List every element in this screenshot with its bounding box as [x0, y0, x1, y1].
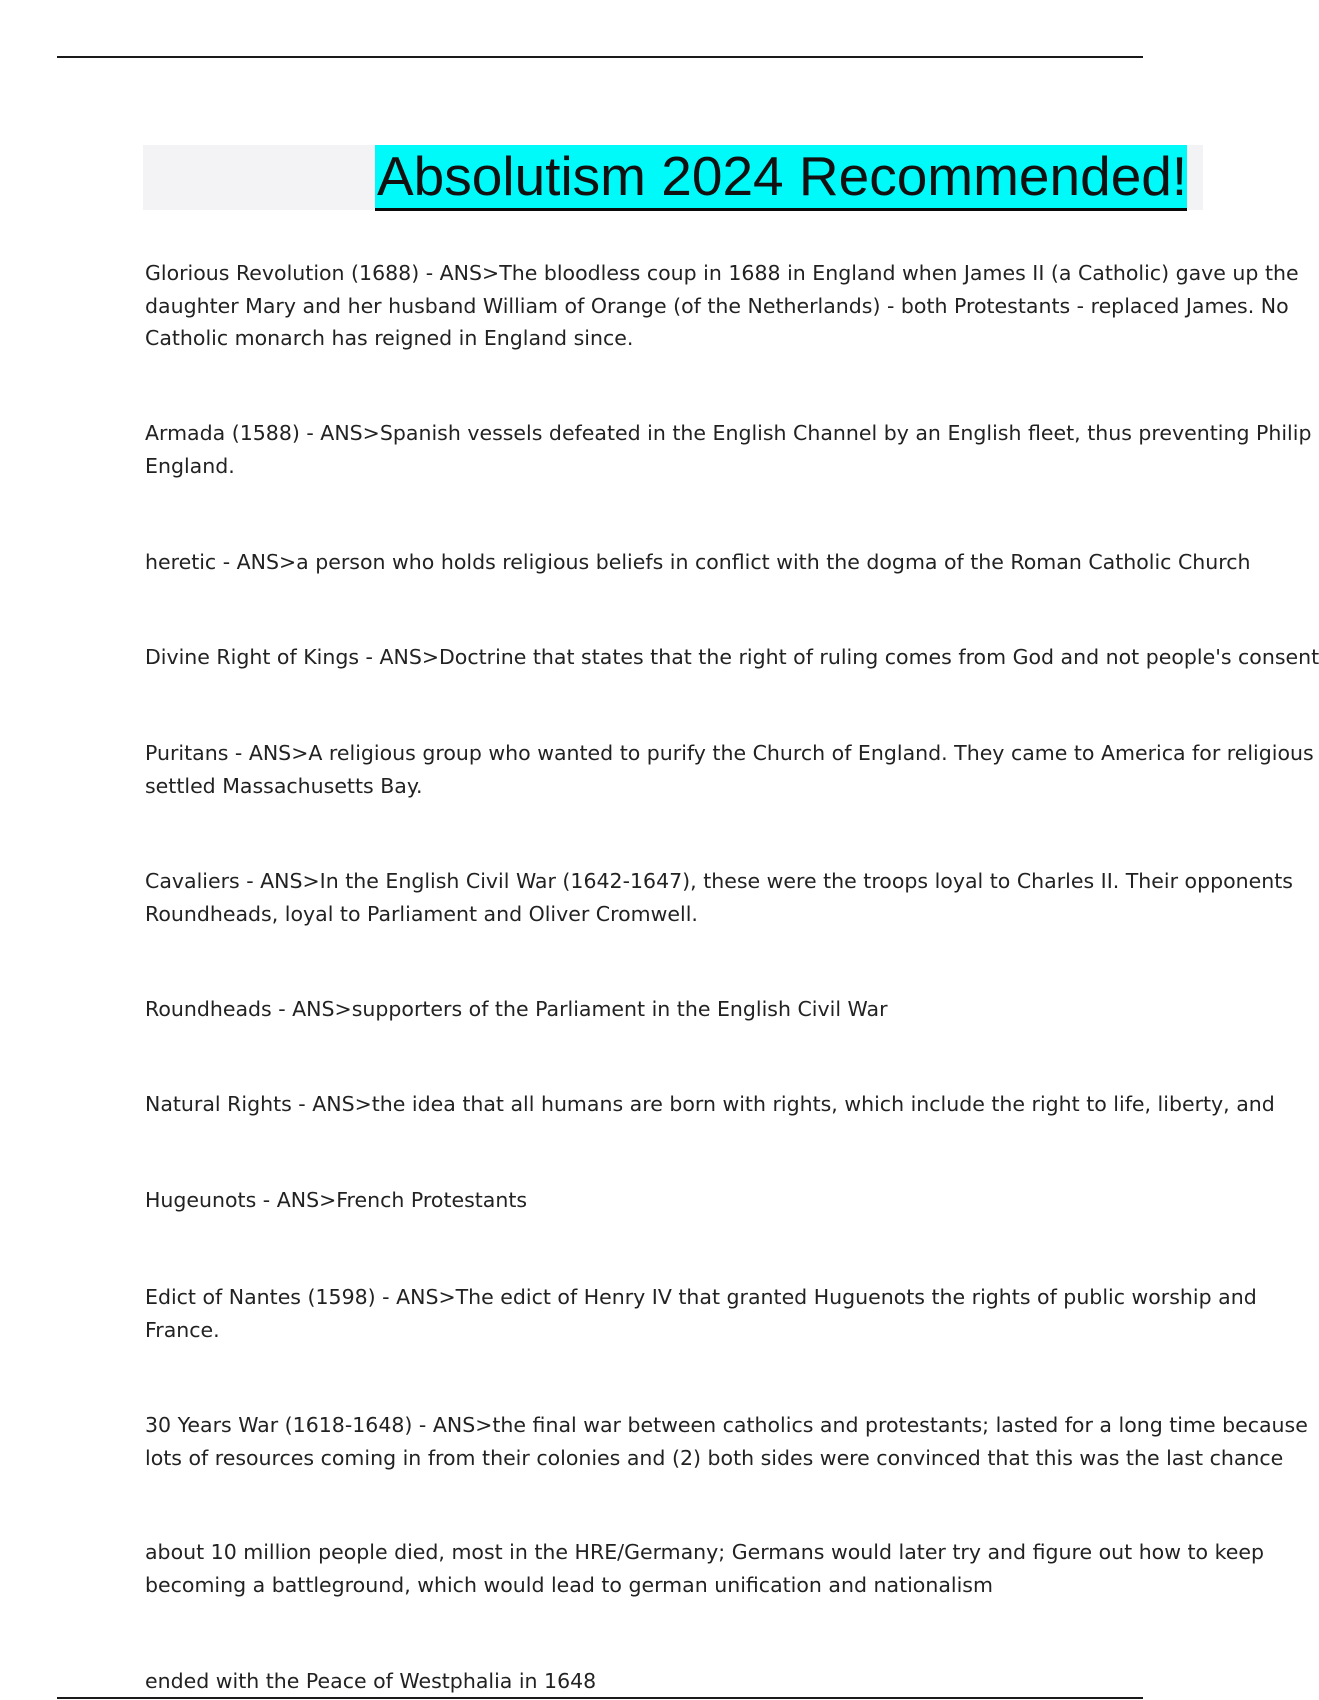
entry-line: Armada (1588) - ANS>Spanish vessels defeated in the English Channel by an English fleet, thus preventing Philip: [145, 421, 1312, 445]
entry-natural-rights: [145, 1088, 1275, 1121]
entry-line: becoming a battleground, which would lead to german unification and nationalism: [145, 1572, 993, 1597]
entry-line: Roundheads - ANS>supporters of the Parliament in the English Civil War: [145, 997, 888, 1021]
entry-line: about 10 million people died, most in the HRE/Germany; Germans would later try and figure out how to keep: [145, 1540, 1264, 1564]
entry-hugeunots: [145, 1184, 1245, 1217]
entry-heretic: [145, 546, 1251, 579]
entry-peace-of-westphalia: [145, 1665, 1245, 1698]
entry-glorious-revolution: [145, 257, 1299, 355]
entry-line: heretic - ANS>a person who holds religious beliefs in conflict with the dogma of the Roman Catholic Church: [145, 550, 1251, 574]
entry-line: Catholic monarch has reigned in England since.: [145, 326, 634, 350]
entry-roundheads: [145, 993, 1245, 1026]
entry-line: lots of resources coming in from their colonies and (2) both sides were convinced that this was the last chance: [145, 1445, 1284, 1470]
entry-line: settled Massachusetts Bay.: [145, 773, 423, 798]
entry-line: 30 Years War (1618-1648) - ANS>the final war between catholics and protestants; lasted for a long time because: [145, 1413, 1308, 1437]
entry-line: Natural Rights - ANS>the idea that all humans are born with rights, which include the right to life, liberty, and: [145, 1092, 1275, 1116]
entry-divine-right: [145, 641, 1319, 674]
entry-line: Hugeunots - ANS>French Protestants: [145, 1188, 528, 1212]
entry-line: Glorious Revolution (1688) - ANS>The bloodless coup in 1688 in England when James II (a Catholic) gave up the: [145, 261, 1299, 285]
entry-armada: [145, 417, 1312, 482]
entry-edict-of-nantes: [145, 1281, 1257, 1346]
entry-line: Cavaliers - ANS>In the English Civil War (1642-1647), these were the troops loyal to Charles II. Their opponents: [145, 869, 1293, 893]
entry-line: Puritans - ANS>A religious group who wanted to purify the Church of England. They came to America for religious: [145, 741, 1314, 765]
entry-line: daughter Mary and her husband William of Orange (of the Netherlands) - both Protestants - replaced James. No: [145, 293, 1289, 318]
entry-cavaliers: [145, 865, 1293, 930]
entry-line: Roundheads, loyal to Parliament and Oliver Cromwell.: [145, 901, 698, 926]
document-title: Absolutism 2024 Recommended!: [375, 145, 1187, 211]
entry-line: England.: [145, 453, 235, 478]
bottom-rule: [57, 1697, 1143, 1699]
entry-line: Edict of Nantes (1598) - ANS>The edict of Henry IV that granted Huguenots the rights of public worship and: [145, 1285, 1257, 1309]
entry-casualties: [145, 1536, 1264, 1601]
entry-30-years-war: [145, 1409, 1308, 1474]
entry-line: Divine Right of Kings - ANS>Doctrine that states that the right of ruling comes from God and not people's consent: [145, 645, 1319, 669]
entry-puritans: [145, 737, 1314, 802]
entry-line: France.: [145, 1317, 220, 1342]
entry-line: ended with the Peace of Westphalia in 1648: [145, 1669, 597, 1693]
